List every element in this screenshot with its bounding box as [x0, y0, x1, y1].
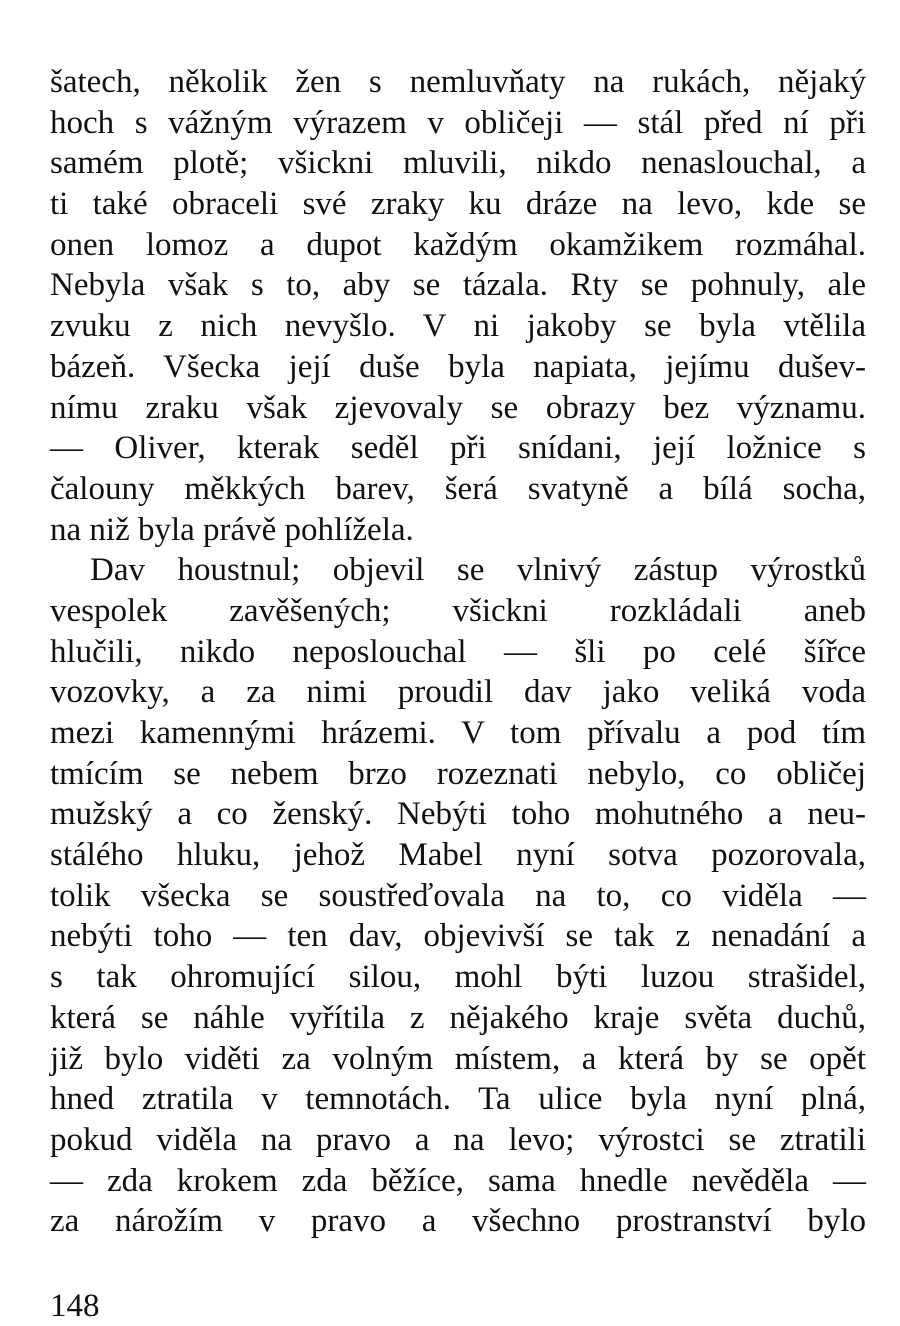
paragraph	[50, 62, 866, 550]
text-line: vespolek zavěšených; všickni rozkládali aneb	[50, 592, 866, 629]
text-line: čalouny měkkých barev, šerá svatyně a bílá socha,	[50, 470, 866, 507]
page-number: 148	[50, 1288, 100, 1324]
text-line: s tak ohromující silou, mohl býti luzou strašidel,	[50, 959, 866, 996]
text-line: pokud viděla na pravo a na levo; výrostci se ztratili	[50, 1121, 866, 1158]
text-line: nebýti toho — ten dav, objevivší se tak z nenadání a	[50, 918, 866, 955]
text-line: která se náhle vyřítila z nějakého kraje světa duchů,	[50, 999, 866, 1036]
text-line: vozovky, a za nimi proudil dav jako veliká voda	[50, 674, 866, 711]
text-line: za nárožím v pravo a všechno prostranství bylo	[50, 1203, 866, 1240]
text-line: na niž byla právě pohlížela.	[50, 511, 414, 548]
text-line: Dav houstnul; objevil se vlnivý zástup výrostků	[90, 552, 866, 589]
text-line: již bylo viděti za volným místem, a která by se opět	[50, 1040, 866, 1077]
text-line: hoch s vážným výrazem v obličeji — stál před ní při	[50, 104, 866, 141]
text-line: ti také obraceli své zraky ku dráze na levo, kde se	[50, 186, 866, 223]
text-line: mezi kamennými hrázemi. V tom přívalu a pod tím	[50, 715, 866, 751]
text-line: Nebyla však s to, aby se tázala. Rty se pohnuly, ale	[50, 267, 866, 304]
text-line: zvuku z nich nevyšlo. V ni jakoby se byla vtělila	[50, 308, 866, 345]
text-line: onen lomoz a dupot každým okamžikem rozmáhal.	[50, 226, 866, 263]
text-line: bázeň. Všecka její duše byla napiata, jejímu dušev-	[50, 348, 866, 385]
text-line: tmícím se nebem brzo rozeznati nebylo, co obličej	[50, 755, 866, 792]
text-line: — zda krokem zda běžíce, sama hnedle nevěděla —	[50, 1162, 866, 1199]
text-line: šatech, několik žen s nemluvňaty na rukách, nějaký	[50, 64, 866, 100]
text-line: samém plotě; všickni mluvili, nikdo nenaslouchal, a	[50, 145, 866, 182]
text-line: mužský a co ženský. Nebýti toho mohutného a neu-	[50, 796, 866, 833]
text-line: hned ztratila v temnotách. Ta ulice byla nyní plná,	[50, 1081, 866, 1118]
text-line: — Oliver, kterak seděl při snídani, její ložnice s	[50, 430, 866, 467]
text-line: tolik všecka se soustřeďovala na to, co viděla —	[50, 877, 866, 914]
body-text	[50, 62, 866, 1242]
text-line: nímu zraku však zjevovaly se obrazy bez významu.	[50, 389, 866, 426]
text-line: stálého hluku, jehož Mabel nyní sotva pozorovala,	[50, 837, 866, 874]
paragraph	[50, 550, 866, 1242]
text-line: hlučili, nikdo neposlouchal — šli po celé šířce	[50, 633, 866, 670]
